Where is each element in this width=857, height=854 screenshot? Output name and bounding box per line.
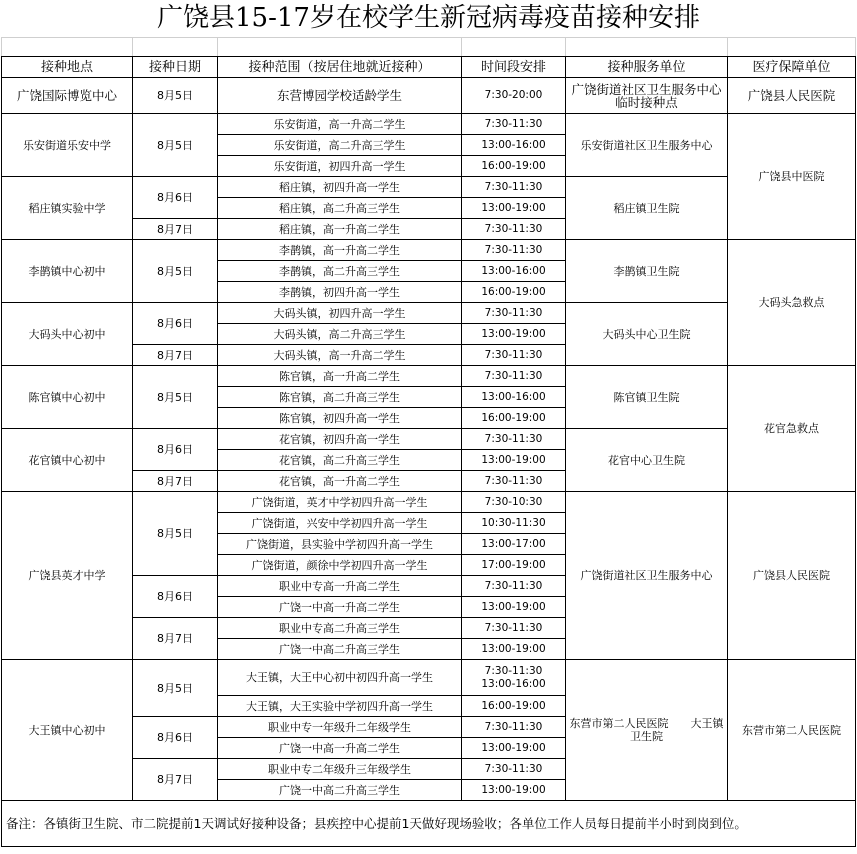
service-unit-cell: 乐安街道社区卫生服务中心 [566, 114, 728, 177]
scope-cell: 大王镇，大王实验中学初四升高一学生 [218, 696, 462, 717]
table-row [2, 78, 856, 114]
scope-cell: 广饶街道，县实验中学初四升高一学生 [218, 534, 462, 555]
medical-unit-cell: 广饶县人民医院 [728, 492, 856, 660]
service-unit-cell: 广饶街道社区卫生服务中心 [566, 492, 728, 660]
time-cell: 7:30-11:30 13:00-16:00 [462, 660, 566, 696]
time-cell: 7:30-11:30 [462, 114, 566, 135]
date-cell: 8月6日 [133, 303, 218, 345]
date-cell: 8月7日 [133, 759, 218, 801]
scope-cell: 陈官镇，高一升高二学生 [218, 366, 462, 387]
site-cell: 陈官镇中心初中 [2, 366, 133, 429]
date-cell: 8月5日 [133, 240, 218, 303]
vaccination-schedule-table [1, 37, 856, 847]
time-cell: 7:30-11:30 [462, 303, 566, 324]
site-cell: 乐安街道乐安中学 [2, 114, 133, 177]
scope-cell: 东营博园学校适龄学生 [218, 78, 462, 114]
scope-cell: 稻庄镇，初四升高一学生 [218, 177, 462, 198]
service-unit-cell: 稻庄镇卫生院 [566, 177, 728, 240]
header-site: 接种地点 [2, 57, 133, 78]
header-medical-unit: 医疗保障单位 [728, 57, 856, 78]
medical-unit-cell: 大码头急救点 [728, 240, 856, 366]
table-row [2, 177, 856, 198]
time-cell: 10:30-11:30 [462, 513, 566, 534]
scope-cell: 陈官镇，初四升高一学生 [218, 408, 462, 429]
table-row [2, 366, 856, 387]
date-cell: 8月6日 [133, 717, 218, 759]
time-cell: 13:00-19:00 [462, 597, 566, 618]
note-text: 备注：各镇街卫生院、市二院提前1天调试好接种设备；县疾控中心提前1天做好现场验收；各单位工作人员每日提前半小时到岗到位。 [2, 801, 856, 847]
time-cell: 7:30-10:30 [462, 492, 566, 513]
scope-cell: 乐安街道，高一升高二学生 [218, 114, 462, 135]
date-cell: 8月6日 [133, 177, 218, 219]
scope-cell: 职业中专高一升高二学生 [218, 576, 462, 597]
scope-cell: 广饶街道，兴安中学初四升高一学生 [218, 513, 462, 534]
scope-cell: 大码头镇，高一升高二学生 [218, 345, 462, 366]
time-cell: 13:00-16:00 [462, 261, 566, 282]
date-cell: 8月7日 [133, 345, 218, 366]
time-cell: 13:00-16:00 [462, 135, 566, 156]
date-cell: 8月6日 [133, 576, 218, 618]
table-row [2, 492, 856, 513]
scope-cell: 职业中专高二升高三学生 [218, 618, 462, 639]
date-cell: 8月5日 [133, 492, 218, 576]
scope-cell: 广饶一中高二升高三学生 [218, 780, 462, 801]
time-cell: 13:00-19:00 [462, 738, 566, 759]
header-service-unit: 接种服务单位 [566, 57, 728, 78]
scope-cell: 乐安街道，高二升高三学生 [218, 135, 462, 156]
time-cell: 13:00-17:00 [462, 534, 566, 555]
scope-cell: 广饶一中高二升高三学生 [218, 639, 462, 660]
site-cell: 花官镇中心初中 [2, 429, 133, 492]
blank-row [2, 38, 856, 57]
date-cell: 8月5日 [133, 114, 218, 177]
time-cell: 7:30-11:30 [462, 717, 566, 738]
scope-cell: 大王镇，大王中心初中初四升高一学生 [218, 660, 462, 696]
date-cell: 8月5日 [133, 366, 218, 429]
time-cell: 7:30-11:30 [462, 618, 566, 639]
scope-cell: 广饶街道，颜徐中学初四升高一学生 [218, 555, 462, 576]
scope-cell: 乐安街道，初四升高一学生 [218, 156, 462, 177]
table-row [2, 660, 856, 696]
time-cell: 7:30-11:30 [462, 576, 566, 597]
scope-cell: 花官镇，高二升高三学生 [218, 450, 462, 471]
time-cell: 13:00-19:00 [462, 780, 566, 801]
scope-cell: 稻庄镇，高一升高二学生 [218, 219, 462, 240]
site-cell: 广饶县英才中学 [2, 492, 133, 660]
scope-cell: 大码头镇，初四升高一学生 [218, 303, 462, 324]
time-cell: 7:30-11:30 [462, 219, 566, 240]
date-cell: 8月5日 [133, 660, 218, 717]
time-cell: 13:00-16:00 [462, 387, 566, 408]
scope-cell: 稻庄镇，高二升高三学生 [218, 198, 462, 219]
scope-cell: 职业中专二年级升三年级学生 [218, 759, 462, 780]
time-cell: 7:30-11:30 [462, 177, 566, 198]
table-row [2, 429, 856, 450]
medical-unit-cell: 东营市第二人民医院 [728, 660, 856, 801]
page-title: 广饶县15-17岁在校学生新冠病毒疫苗接种安排 [157, 3, 700, 33]
time-cell: 16:00-19:00 [462, 282, 566, 303]
medical-unit-cell: 广饶县人民医院 [728, 78, 856, 114]
header-scope: 接种范围（按居住地就近接种） [218, 57, 462, 78]
service-unit-cell: 陈官镇卫生院 [566, 366, 728, 429]
time-cell: 13:00-19:00 [462, 639, 566, 660]
header-row [2, 57, 856, 78]
date-cell: 8月7日 [133, 219, 218, 240]
site-cell: 大王镇中心初中 [2, 660, 133, 801]
time-cell: 7:30-11:30 [462, 345, 566, 366]
service-unit-cell: 大码头中心卫生院 [566, 303, 728, 366]
scope-cell: 李鹊镇，高一升高二学生 [218, 240, 462, 261]
time-cell: 7:30-11:30 [462, 429, 566, 450]
scope-cell: 李鹊镇，初四升高一学生 [218, 282, 462, 303]
time-cell: 7:30-11:30 [462, 759, 566, 780]
scope-cell: 广饶一中高一升高二学生 [218, 738, 462, 759]
time-cell: 16:00-19:00 [462, 156, 566, 177]
date-cell: 8月7日 [133, 471, 218, 492]
time-cell: 7:30-11:30 [462, 366, 566, 387]
service-unit-cell: 广饶街道社区卫生服务中心临时接种点 [566, 78, 728, 114]
scope-cell: 职业中专一年级升二年级学生 [218, 717, 462, 738]
time-cell: 13:00-19:00 [462, 198, 566, 219]
date-cell: 8月6日 [133, 429, 218, 471]
time-cell: 13:00-19:00 [462, 324, 566, 345]
time-cell: 7:30-11:30 [462, 240, 566, 261]
medical-unit-cell: 广饶县中医院 [728, 114, 856, 240]
medical-unit-cell: 花官急救点 [728, 366, 856, 492]
table-row [2, 240, 856, 261]
scope-cell: 大码头镇，高二升高三学生 [218, 324, 462, 345]
scope-cell: 花官镇，初四升高一学生 [218, 429, 462, 450]
site-cell: 稻庄镇实验中学 [2, 177, 133, 240]
time-cell: 7:30-20:00 [462, 78, 566, 114]
time-cell: 13:00-19:00 [462, 450, 566, 471]
time-cell: 17:00-19:00 [462, 555, 566, 576]
date-cell: 8月7日 [133, 618, 218, 660]
table-row [2, 303, 856, 324]
scope-cell: 陈官镇，高二升高三学生 [218, 387, 462, 408]
scope-cell: 李鹊镇，高二升高三学生 [218, 261, 462, 282]
site-cell: 大码头中心初中 [2, 303, 133, 366]
date-cell: 8月5日 [133, 78, 218, 114]
site-cell: 广饶国际博览中心 [2, 78, 133, 114]
service-unit-cell: 李鹊镇卫生院 [566, 240, 728, 303]
time-cell: 7:30-11:30 [462, 471, 566, 492]
header-time: 时间段安排 [462, 57, 566, 78]
scope-cell: 花官镇，高一升高二学生 [218, 471, 462, 492]
scope-cell: 广饶街道，英才中学初四升高一学生 [218, 492, 462, 513]
site-cell: 李鹊镇中心初中 [2, 240, 133, 303]
note-row [2, 801, 856, 847]
time-cell: 16:00-19:00 [462, 408, 566, 429]
header-date: 接种日期 [133, 57, 218, 78]
service-unit-cell: 花官中心卫生院 [566, 429, 728, 492]
time-cell: 16:00-19:00 [462, 696, 566, 717]
scope-cell: 广饶一中高一升高二学生 [218, 597, 462, 618]
table-row [2, 114, 856, 135]
service-unit-cell: 东营市第二人民医院 大王镇卫生院 [566, 660, 728, 801]
